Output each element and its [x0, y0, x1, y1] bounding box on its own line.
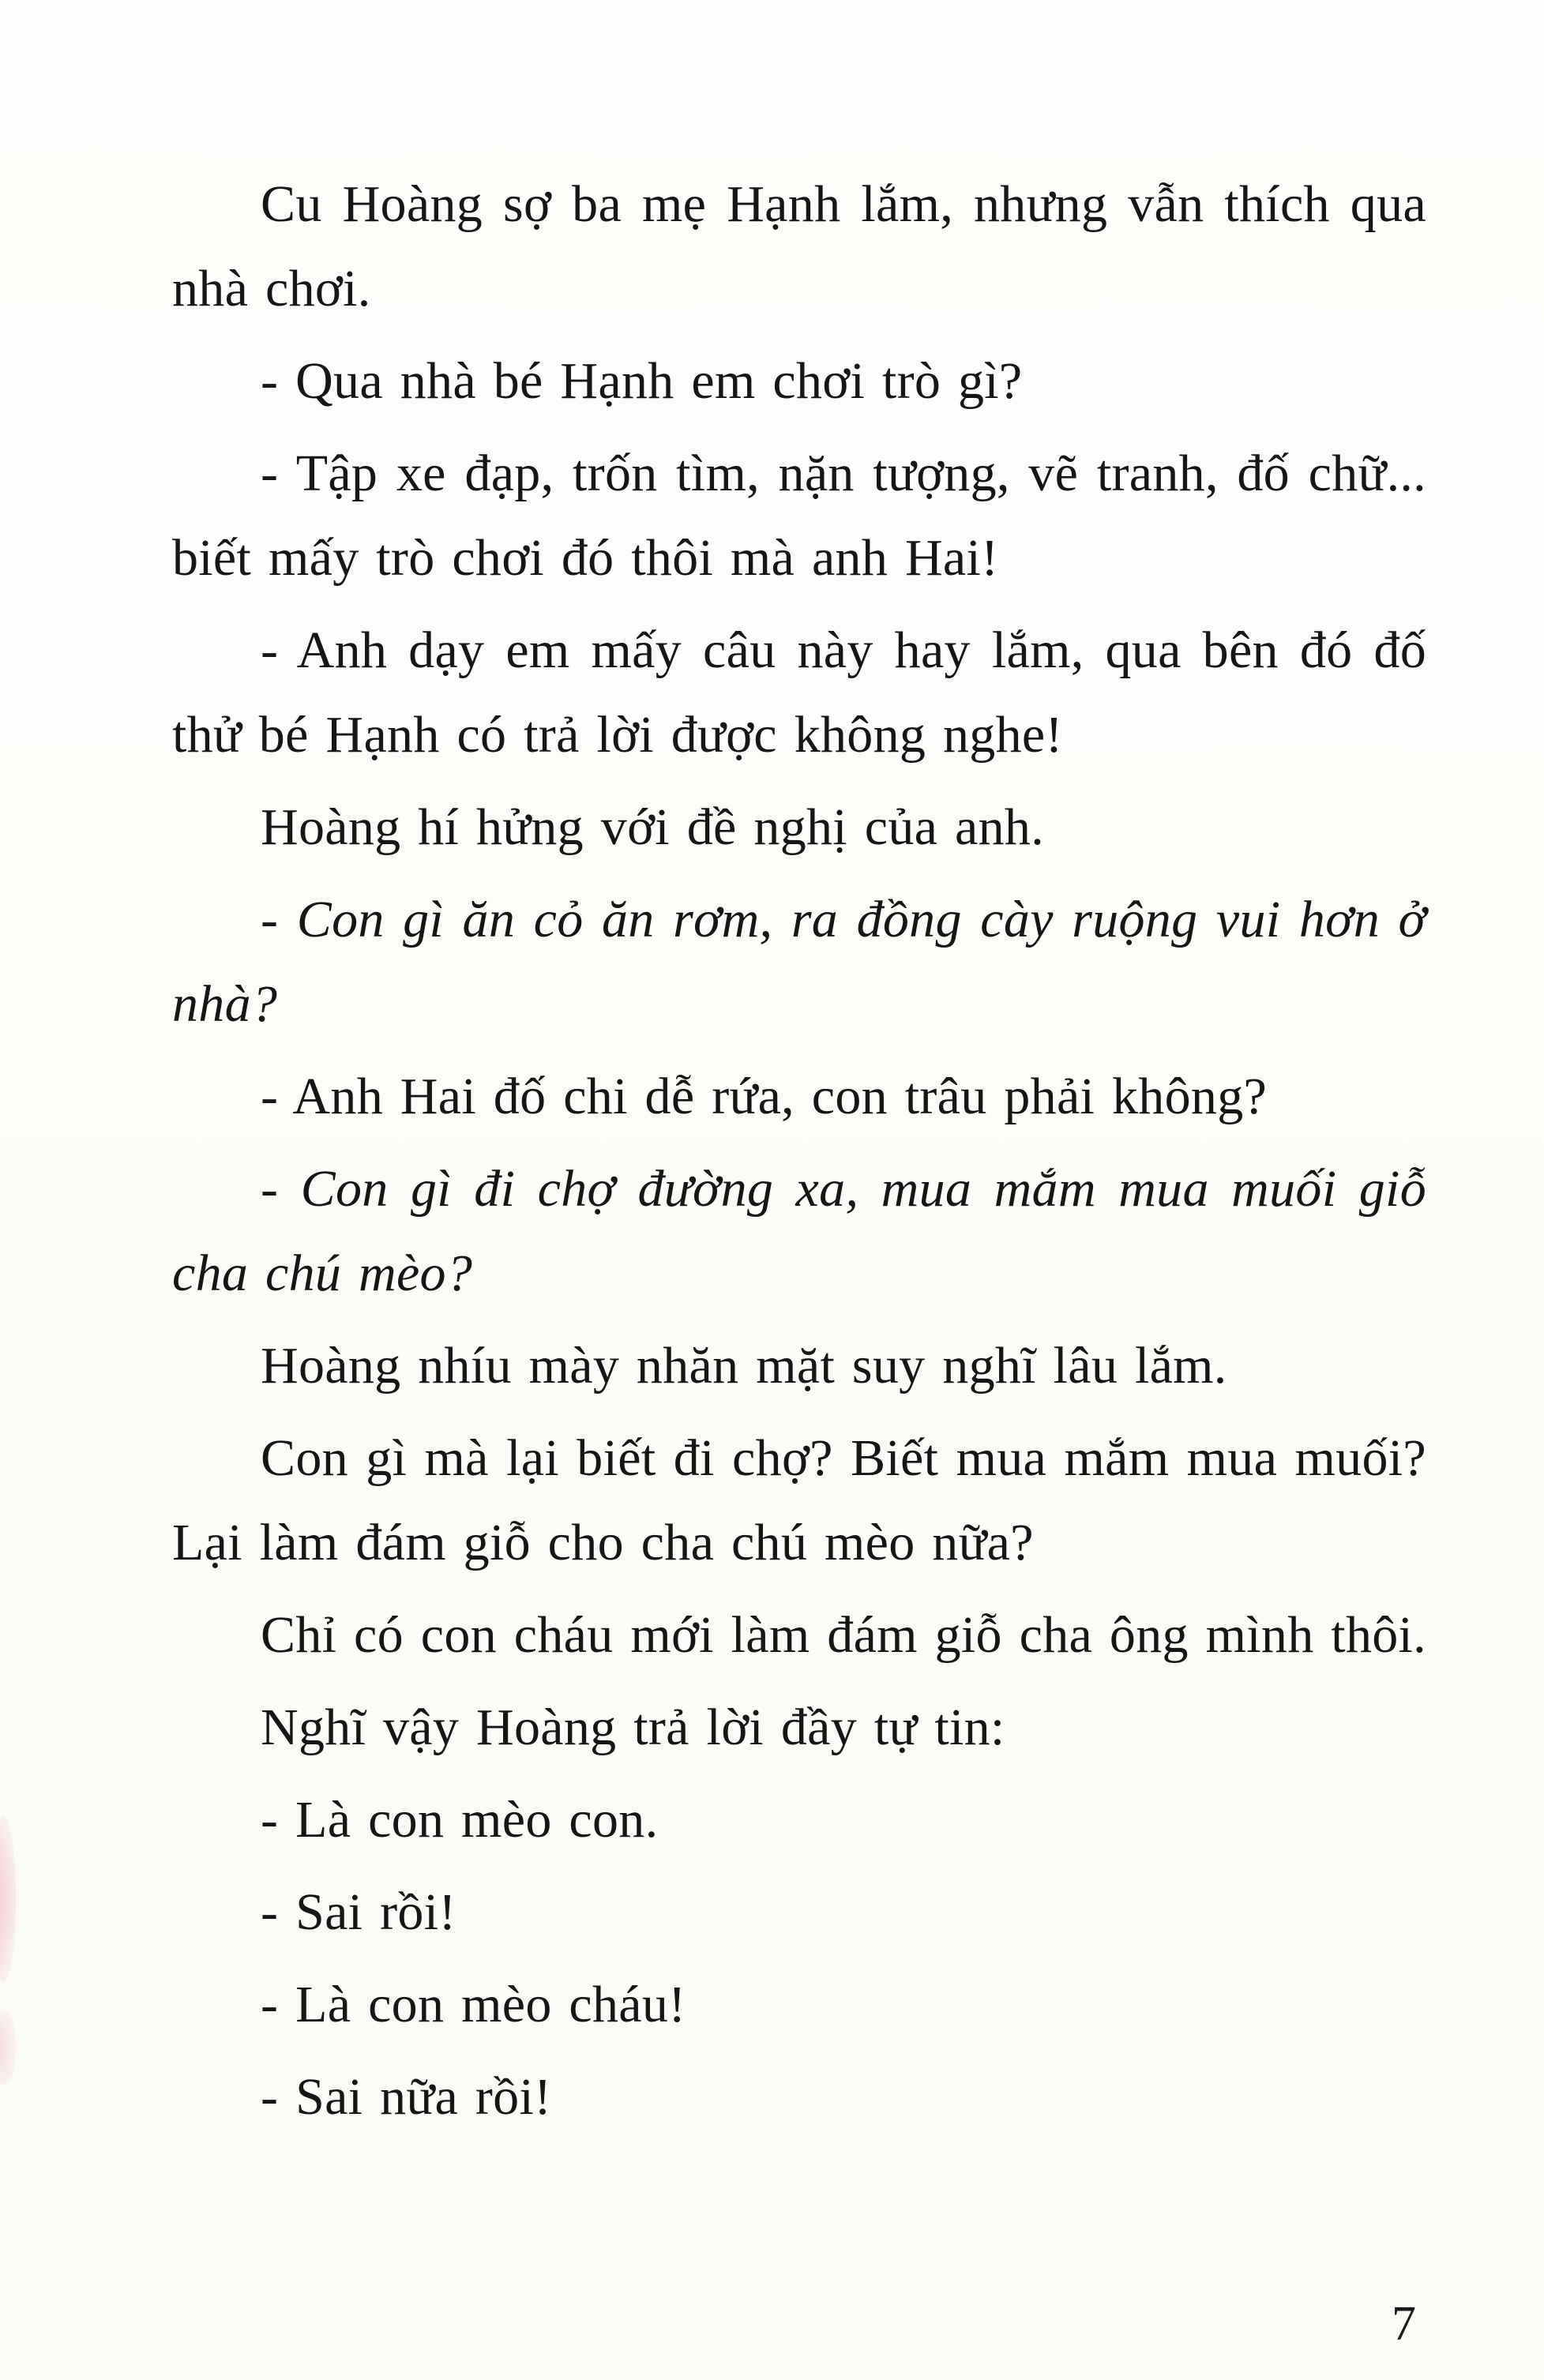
paragraph: - Anh dạy em mấy câu này hay lắm, qua bên đó đố thử bé Hạnh có trả lời được không nghe!	[172, 621, 1426, 764]
scan-artifact	[0, 2010, 16, 2085]
paragraph: - Là con mèo cháu!	[261, 1976, 686, 2033]
paragraph: Hoàng nhíu mày nhăn mặt suy nghĩ lâu lắm.	[261, 1337, 1227, 1395]
paragraph: Nghĩ vậy Hoàng trả lời đầy tự tin:	[261, 1699, 1005, 1756]
paragraph: Hoàng hí hửng với đề nghị của anh.	[261, 798, 1045, 856]
text-column	[172, 162, 1426, 2147]
paragraph: - Anh Hai đố chi dễ rứa, con trâu phải không?	[261, 1068, 1268, 1125]
scan-artifact	[0, 1816, 16, 1982]
paragraph-riddle: - Con gì đi chợ đường xa, mua mắm mua muối giỗ cha chú mèo?	[172, 1160, 1426, 1302]
paragraph: - Tập xe đạp, trốn tìm, nặn tượng, vẽ tranh, đố chữ... biết mấy trò chơi đó thôi mà anh Hai!	[172, 445, 1426, 587]
paragraph-riddle: - Con gì ăn cỏ ăn rơm, ra đồng cày ruộng vui hơn ở nhà?	[172, 891, 1426, 1033]
paragraph: - Sai nữa rồi!	[261, 2068, 552, 2126]
paragraph: - Qua nhà bé Hạnh em chơi trò gì?	[261, 352, 1023, 410]
paragraph: Chỉ có con cháu mới làm đám giỗ cha ông mình thôi.	[261, 1606, 1426, 1664]
page-number: 7	[1392, 2297, 1416, 2351]
paragraph: - Là con mèo con.	[261, 1791, 659, 1849]
paragraph: Con gì mà lại biết đi chợ? Biết mua mắm mua muối? Lại làm đám giỗ cho cha chú mèo nữa?	[172, 1429, 1426, 1571]
paragraph: - Sai rồi!	[261, 1883, 456, 1941]
paragraph: Cu Hoàng sợ ba mẹ Hạnh lắm, nhưng vẫn thích qua nhà chơi.	[172, 175, 1426, 317]
